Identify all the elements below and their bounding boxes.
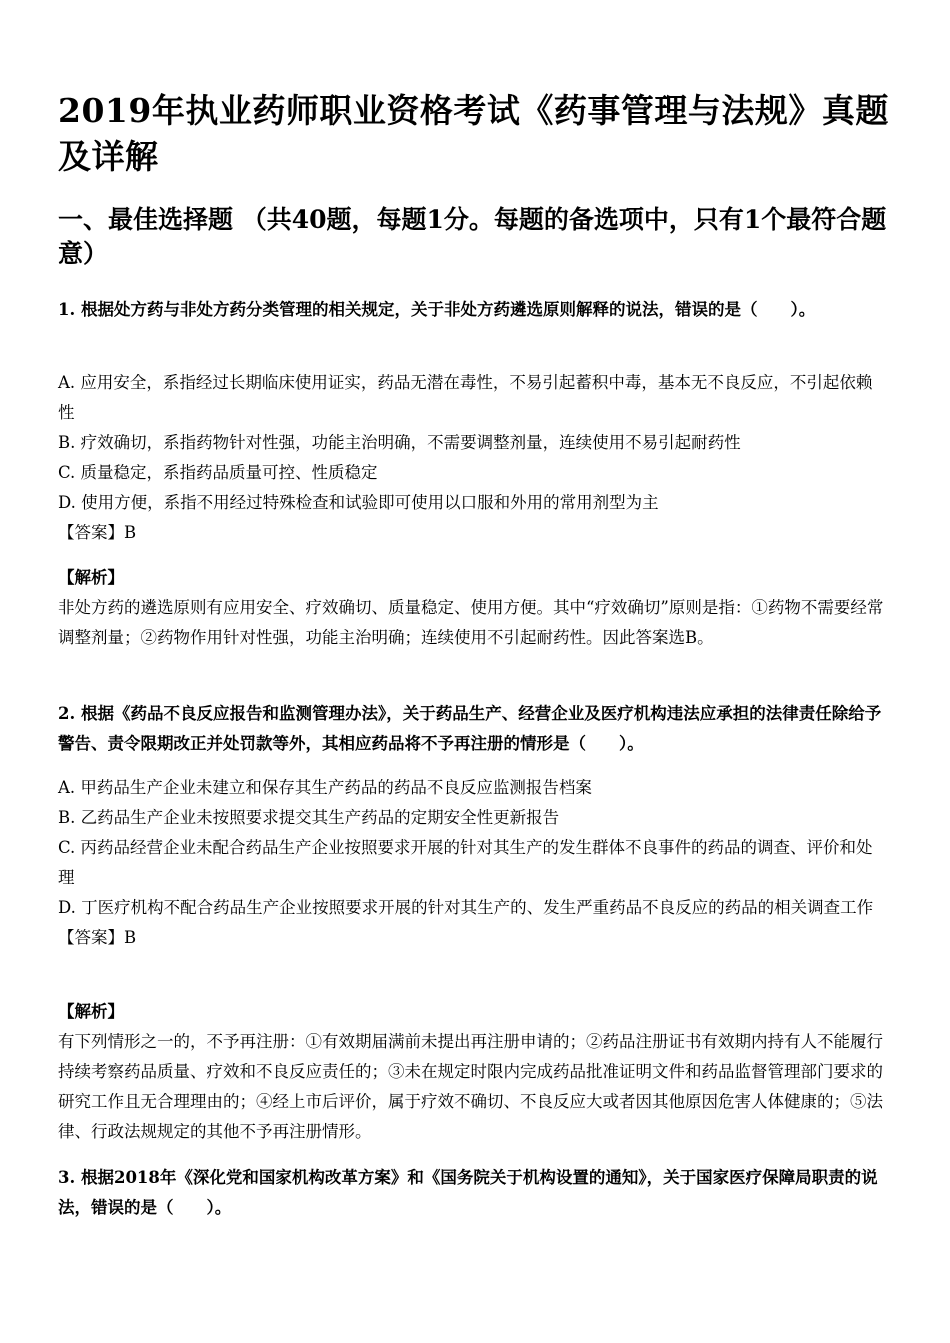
section-title: 一、最佳选择题 （共40题，每题1分。每题的备选项中，只有1个最符合题意） [58, 205, 887, 268]
analysis-label: 【解析】 [58, 1002, 124, 1021]
question-1-answer [58, 518, 888, 548]
answer-label: 【答案】 [58, 928, 124, 947]
answer-label: 【答案】 [58, 523, 124, 542]
question-1-option-b: B. 疗效确切，系指药物针对性强，功能主治明确，不需要调整剂量，连续使用不易引起耐药性 [58, 433, 741, 452]
question-1-option-d: D. 使用方便，系指不用经过特殊检查和试验即可使用以口服和外用的常用剂型为主 [58, 493, 659, 512]
question-2-answer [58, 923, 888, 953]
question-2-analysis [58, 997, 888, 1147]
question-1-option-c: C. 质量稳定，系指药品质量可控、性质稳定 [58, 463, 378, 482]
answer-value: B [124, 523, 137, 542]
question-2-option-a: A. 甲药品生产企业未建立和保存其生产药品的药品不良反应监测报告档案 [58, 778, 592, 797]
question-1-analysis [58, 563, 888, 653]
question-3-stem: 3. 根据2018年《深化党和国家机构改革方案》和《国务院关于机构设置的通知》，关于国家医疗保障局职责的说法，错误的是（ ）。 [58, 1168, 878, 1217]
question-1-options [58, 368, 888, 548]
question-2-stem: 2. 根据《药品不良反应报告和监测管理办法》，关于药品生产、经营企业及医疗机构违法应承担的法律责任除给予警告、责令限期改正并处罚款等外，其相应药品将不予再注册的情形是（ ）。 [58, 704, 882, 753]
analysis-text: 非处方药的遴选原则有应用安全、疗效确切、质量稳定、使用方便。其中“疗效确切”原则是指：①药物不需要经常调整剂量；②药物作用针对性强，功能主治明确；连续使用不引起耐药性。因此答案选B。 [58, 598, 884, 647]
question-2-option-c: C. 丙药品经营企业未配合药品生产企业按照要求开展的针对其生产的发生群体不良事件的药品的调查、评价和处理 [58, 838, 873, 887]
question-1-stem: 1. 根据处方药与非处方药分类管理的相关规定，关于非处方药遴选原则解释的说法，错误的是（ ）。 [58, 300, 816, 319]
analysis-text: 有下列情形之一的，不予再注册：①有效期届满前未提出再注册申请的；②药品注册证书有效期内持有人不能履行持续考察药品质量、疗效和不良反应责任的；③未在规定时限内完成药品批准证明文件和药品监督管理部门要求的研究工作且无合理理由的；④经上市后评价，属于疗效不确切、不良反应大或者因其他原因危害人体健康的；⑤法律、行政法规规定的其他不予再注册情形。 [58, 1032, 883, 1141]
question-2-option-d: D. 丁医疗机构不配合药品生产企业按照要求开展的针对其生产的、发生严重药品不良反应的药品的相关调查工作 [58, 898, 874, 917]
answer-value: B [124, 928, 137, 947]
question-1-option-a: A. 应用安全，系指经过长期临床使用证实，药品无潜在毒性，不易引起蓄积中毒，基本无不良反应，不引起依赖性 [58, 373, 873, 422]
question-2-option-b: B. 乙药品生产企业未按照要求提交其生产药品的定期安全性更新报告 [58, 808, 560, 827]
document-title: 2019年执业药师职业资格考试《药事管理与法规》真题及详解 [58, 91, 889, 176]
question-2-options [58, 773, 888, 953]
analysis-label: 【解析】 [58, 568, 124, 587]
